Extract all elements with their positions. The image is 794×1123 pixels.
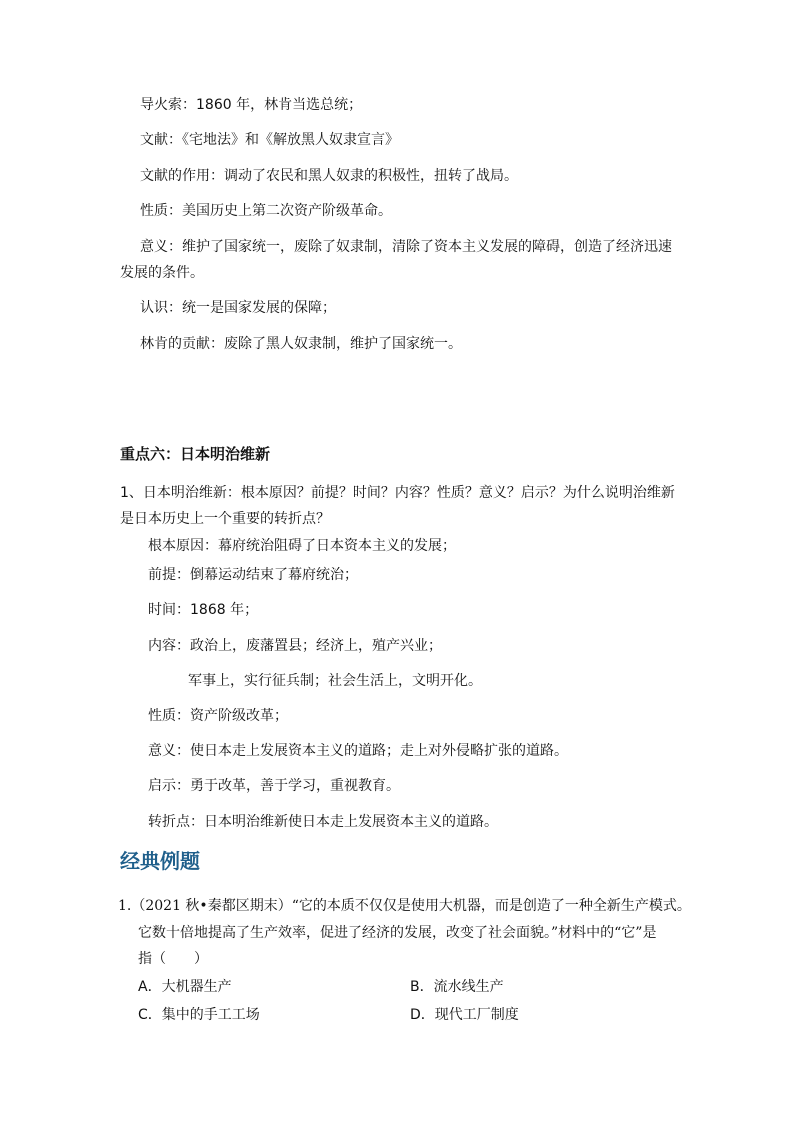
nature-line: 性质：美国历史上第二次资产阶级革命。 <box>140 203 392 219</box>
meiji-question-line-1: 1、日本明治维新：根本原因？前提？时间？内容？性质？意义？启示？为什么说明治维新 <box>120 485 675 501</box>
option-a: A．大机器生产 <box>138 979 232 995</box>
answer-turning-point: 转折点：日本明治维新使日本走上发展资本主义的道路。 <box>148 814 498 830</box>
answer-premise: 前提：倒幕运动结束了幕府统治； <box>148 567 358 583</box>
question-1-line-1: 1.（2021 秋•秦都区期末）“它的本质不仅仅是使用大机器，而是创造了一种全新生产模式。 <box>118 898 691 914</box>
documents-effect-line: 文献的作用：调动了农民和黑人奴隶的积极性，扭转了战局。 <box>140 168 518 184</box>
answer-content-cont: 军事上，实行征兵制；社会生活上，文明开化。 <box>188 673 482 689</box>
documents-line: 文献：《宅地法》和《解放黑人奴隶宣言》 <box>140 132 399 148</box>
answer-significance: 意义：使日本走上发展资本主义的道路；走上对外侵略扩张的道路。 <box>148 743 568 759</box>
option-b: B．流水线生产 <box>410 979 504 995</box>
significance-line-cont: 发展的条件。 <box>120 265 204 281</box>
lincoln-contribution-line: 林肯的贡献：废除了黑人奴隶制，维护了国家统一。 <box>140 336 462 352</box>
answer-time: 时间：1868 年； <box>148 602 259 618</box>
answer-root-cause: 根本原因：幕府统治阻碍了日本资本主义的发展； <box>148 538 456 554</box>
understanding-line: 认识：统一是国家发展的保障； <box>140 300 336 316</box>
examples-title: 经典例题 <box>120 849 200 873</box>
question-1-line-3: 指（ ） <box>138 951 208 967</box>
answer-content: 内容：政治上，废藩置县；经济上，殖产兴业； <box>148 638 442 654</box>
option-d: D．现代工厂制度 <box>410 1007 519 1023</box>
answer-lesson: 启示：勇于改革，善于学习，重视教育。 <box>148 778 400 794</box>
fuse-line: 导火索：1860 年，林肯当选总统； <box>140 97 363 113</box>
meiji-question-line-2: 是日本历史上一个重要的转折点？ <box>120 511 330 527</box>
question-1-line-2: 它数十倍地提高了生产效率，促进了经济的发展，改变了社会面貌。”材料中的“它”是 <box>138 925 657 941</box>
option-c: C．集中的手工工场 <box>138 1007 260 1023</box>
section-heading: 重点六：日本明治维新 <box>120 445 271 463</box>
answer-nature: 性质：资产阶级改革； <box>148 708 288 724</box>
significance-line: 意义：维护了国家统一，废除了奴隶制，清除了资本主义发展的障碍，创造了经济迅速 <box>140 239 672 255</box>
